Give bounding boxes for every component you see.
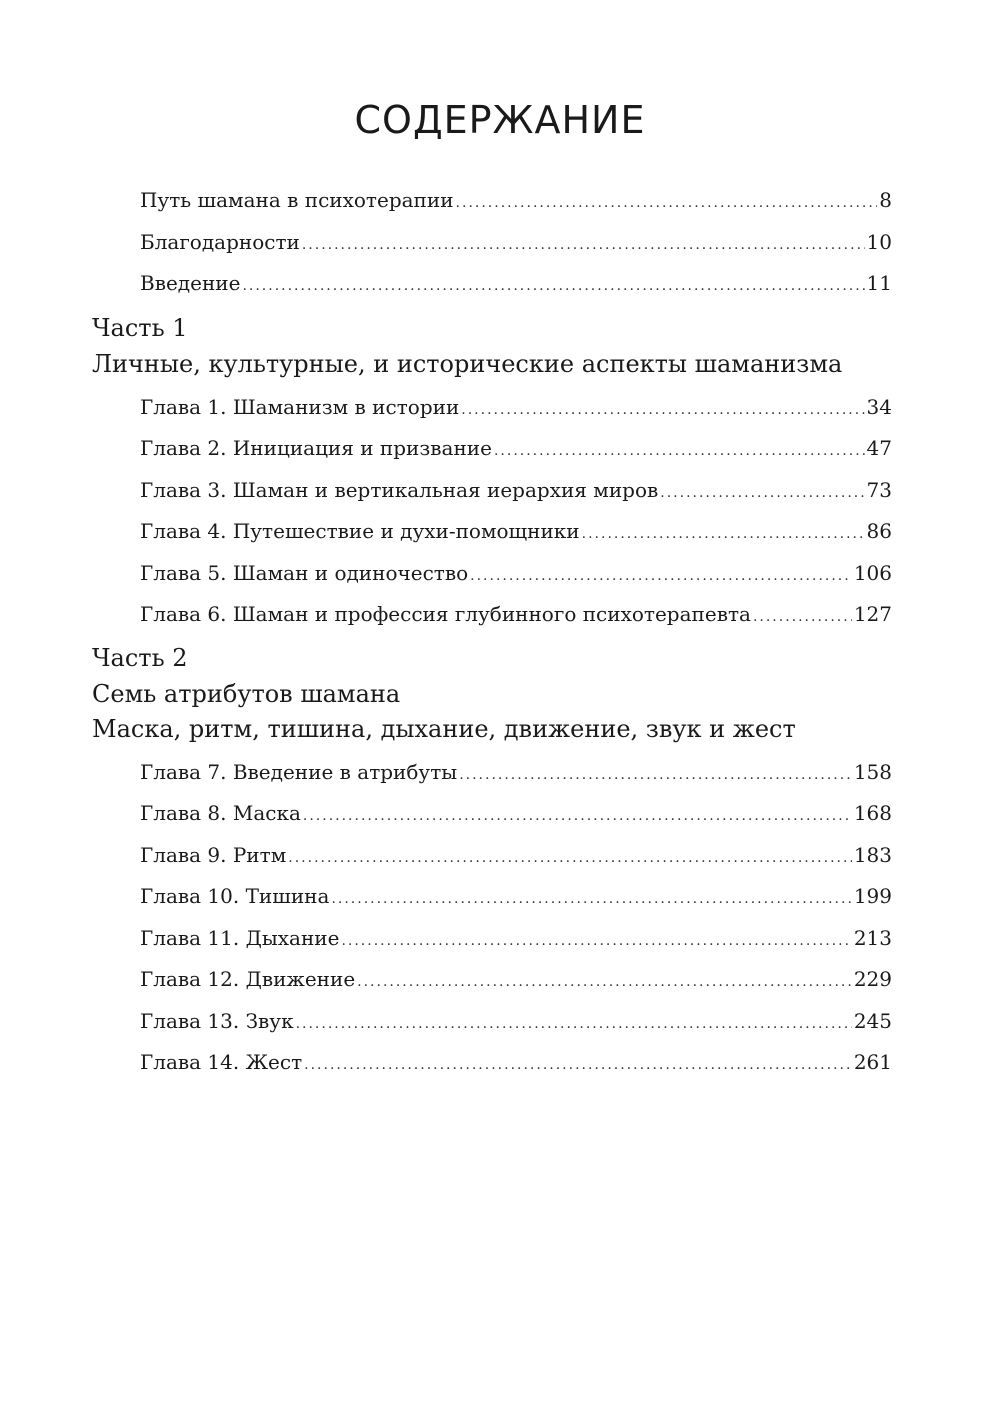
toc-entry-label: Глава 13. Звук xyxy=(140,1009,294,1033)
toc-entry-label: Глава 2. Инициация и призвание xyxy=(140,436,492,460)
toc-entry[interactable] xyxy=(140,796,892,830)
dot-leader xyxy=(456,186,878,220)
toc-entry-page: 34 xyxy=(866,395,892,419)
dot-leader xyxy=(302,228,865,262)
dot-leader xyxy=(459,758,852,792)
dot-leader xyxy=(303,799,852,833)
toc-entry-page: 199 xyxy=(853,884,892,908)
toc-entry-label: Благодарности xyxy=(140,230,300,254)
part-1-heading: Часть 1 xyxy=(92,314,188,342)
toc-entry-page: 10 xyxy=(866,230,892,254)
toc-entry[interactable] xyxy=(140,1004,892,1038)
toc-entry-label: Глава 11. Дыхание xyxy=(140,926,340,950)
toc-entry-page: 73 xyxy=(866,478,892,502)
dot-leader xyxy=(494,434,865,468)
toc-entry[interactable] xyxy=(140,879,892,913)
toc-entry-label: Глава 5. Шаман и одиночество xyxy=(140,561,469,585)
toc-entry-label: Глава 1. Шаманизм в истории xyxy=(140,395,460,419)
dot-leader xyxy=(461,393,864,427)
toc-entry-page: 86 xyxy=(866,519,892,543)
toc-entry-label: Глава 14. Жест xyxy=(140,1050,303,1074)
toc-entry[interactable] xyxy=(140,838,892,872)
toc-entry[interactable] xyxy=(140,921,892,955)
dot-leader xyxy=(341,924,851,958)
dot-leader xyxy=(357,965,852,999)
toc-entry-page: 261 xyxy=(853,1050,892,1074)
dot-leader xyxy=(331,882,851,916)
toc-entry-label: Глава 9. Ритм xyxy=(140,843,287,867)
toc-entry-label: Глава 10. Тишина xyxy=(140,884,330,908)
toc-entry[interactable] xyxy=(140,597,892,631)
toc-entry-label: Глава 3. Шаман и вертикальная иерархия миров xyxy=(140,478,659,502)
dot-leader xyxy=(753,600,852,634)
dot-leader xyxy=(242,269,864,303)
toc-entry[interactable] xyxy=(140,514,892,548)
dot-leader xyxy=(288,841,852,875)
toc-entry-page: 213 xyxy=(853,926,892,950)
toc-entry[interactable] xyxy=(140,390,892,424)
toc-entry-page: 127 xyxy=(853,602,892,626)
page-title: СОДЕРЖАНИЕ xyxy=(354,98,646,142)
part-1-subtitle: Личные, культурные, и исторические аспекты шаманизма xyxy=(92,350,843,378)
toc-entry[interactable] xyxy=(140,473,892,507)
toc-entry-label: Глава 12. Движение xyxy=(140,967,356,991)
toc-entry-label: Глава 4. Путешествие и духи-помощники xyxy=(140,519,580,543)
toc-entry-label: Путь шамана в психотерапии xyxy=(140,188,454,212)
toc-entry[interactable] xyxy=(140,962,892,996)
dot-leader xyxy=(296,1007,852,1041)
part-2-heading: Часть 2 xyxy=(92,644,188,672)
toc-entry[interactable] xyxy=(140,183,892,217)
toc-entry-page: 47 xyxy=(866,436,892,460)
part-2-subtitle: Семь атрибутов шамана xyxy=(92,680,401,708)
dot-leader xyxy=(660,476,864,510)
part-2-attributes-list: Маска, ритм, тишина, дыхание, движение, звук и жест xyxy=(92,715,796,743)
toc-entry-page: 168 xyxy=(853,801,892,825)
toc-entry[interactable] xyxy=(140,225,892,259)
toc-entry[interactable] xyxy=(140,431,892,465)
toc-entry[interactable] xyxy=(140,755,892,789)
toc-entry-page: 106 xyxy=(853,561,892,585)
toc-entry-page: 158 xyxy=(853,760,892,784)
dot-leader xyxy=(470,559,852,593)
toc-entry-label: Глава 6. Шаман и профессия глубинного психотерапевта xyxy=(140,602,751,626)
toc-entry-label: Глава 7. Введение в атрибуты xyxy=(140,760,458,784)
toc-entry-page: 183 xyxy=(853,843,892,867)
dot-leader xyxy=(304,1048,852,1082)
toc-entry-page: 8 xyxy=(879,188,892,212)
toc-entry[interactable] xyxy=(140,556,892,590)
toc-entry-page: 245 xyxy=(853,1009,892,1033)
toc-entry[interactable] xyxy=(140,1045,892,1079)
toc-entry[interactable] xyxy=(140,266,892,300)
toc-entry-label: Введение xyxy=(140,271,241,295)
toc-entry-page: 229 xyxy=(853,967,892,991)
dot-leader xyxy=(582,517,865,551)
toc-entry-label: Глава 8. Маска xyxy=(140,801,301,825)
toc-entry-page: 11 xyxy=(866,271,892,295)
